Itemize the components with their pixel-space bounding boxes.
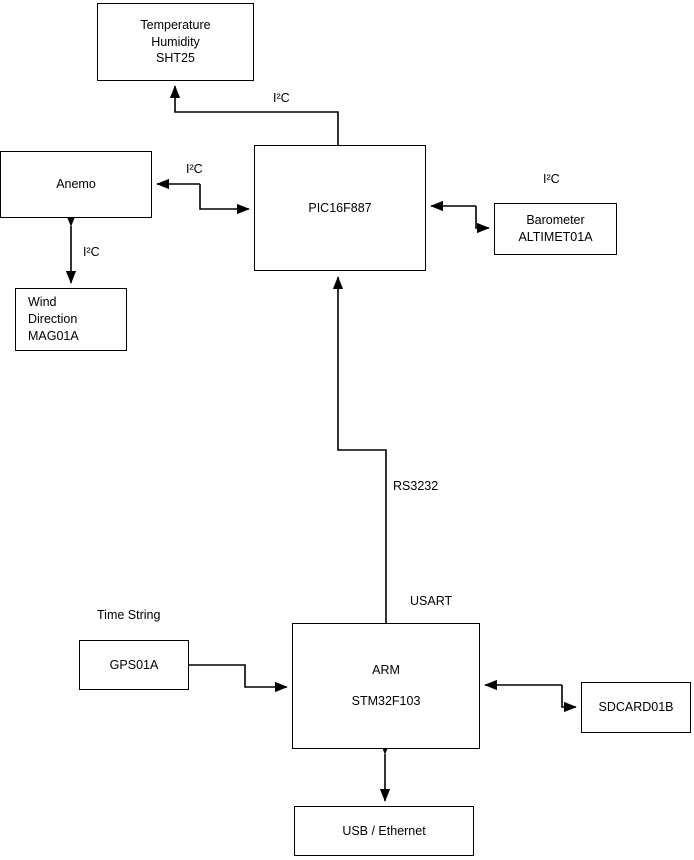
node-label-line: PIC16F887 xyxy=(308,200,372,215)
wire-pic-to-barometer xyxy=(476,206,489,228)
node-arm-stm32f103[interactable] xyxy=(292,623,480,749)
node-barometer-altimet01a[interactable] xyxy=(494,203,617,255)
wire-anemo-to-pic xyxy=(200,184,249,209)
node-temperature-humidity-sht25[interactable] xyxy=(97,3,254,81)
node-gps01a[interactable] xyxy=(79,640,189,690)
node-label-line: USB / Ethernet xyxy=(342,823,426,838)
wire-arm-to-pic-rs3232 xyxy=(338,277,386,623)
edge-label-i2c-anemo: I²C xyxy=(186,162,203,176)
node-pic16f887-mcu[interactable] xyxy=(254,145,426,271)
edge-label-i2c-sht25: I²C xyxy=(273,91,290,105)
node-label-line: Humidity xyxy=(151,34,200,49)
wire-gps-to-arm xyxy=(189,665,287,687)
edge-label-usart: USART xyxy=(410,594,453,608)
edge-label-rs3232: RS3232 xyxy=(393,479,439,493)
node-label-line: GPS01A xyxy=(109,657,159,672)
node-anemo[interactable] xyxy=(0,151,152,218)
edge-label-time-string: Time String xyxy=(97,608,161,622)
node-label-line: SHT25 xyxy=(156,51,195,66)
node-wind-direction-mag01a[interactable] xyxy=(15,288,127,351)
node-usb-ethernet[interactable] xyxy=(294,806,474,856)
node-label-line: ALTIMET01A xyxy=(518,230,593,244)
node-label-line: Anemo xyxy=(56,177,96,192)
edge-label-i2c-wind-direction: I²C xyxy=(83,245,100,259)
wire-pic-to-sht25 xyxy=(175,86,338,145)
node-label-line: STM32F103 xyxy=(351,694,421,708)
node-label-line: ARM xyxy=(372,663,400,678)
node-label-line: MAG01A xyxy=(28,328,79,343)
node-sdcard01b[interactable] xyxy=(581,682,691,733)
node-label-line: Barometer xyxy=(526,213,585,228)
edge-label-i2c-barometer: I²C xyxy=(543,172,560,186)
node-label-line: Wind xyxy=(28,295,57,310)
node-label-line: SDCARD01B xyxy=(598,700,674,715)
node-label-line: Temperature xyxy=(140,17,211,32)
wire-arm-to-sdcard xyxy=(562,685,576,707)
node-label-line: Direction xyxy=(28,312,78,327)
